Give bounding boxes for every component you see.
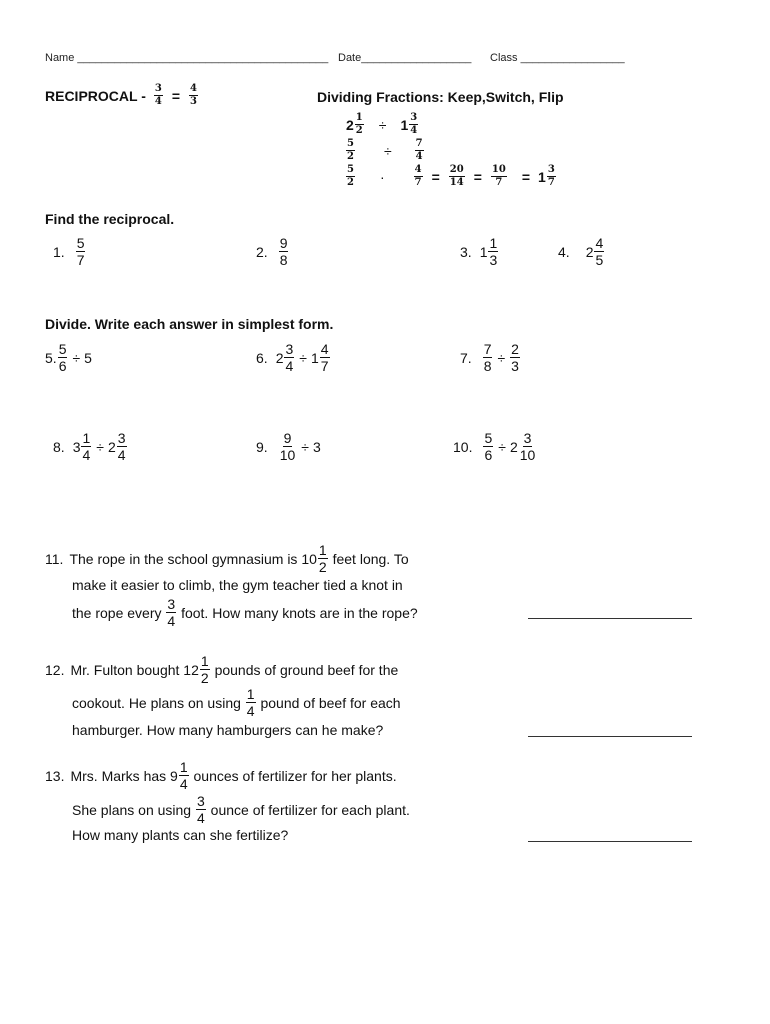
divide-item-7: 7. $\frac{7}{8}$ ÷ $\frac{2}{3}$ [460,341,519,374]
header-date [338,52,471,64]
reciprocal-item-2: 2. $\frac{9}{8}$ [256,235,288,268]
problem-12-line-2: cookout. He plans on using $\frac{1}{4}$ pound of beef for each [72,686,401,719]
example-row-3: $\frac{5}{2}$ · $\frac{4}{7}$ = $\frac{20}{14}$ = $\frac{10}{7}$ = 1 $\frac{3}{7}$ [347,164,555,188]
problem-11-line-1: 11. The rope in the school gymnasium is 10 $\frac{1}{2}$ feet long. To [45,542,409,575]
date-label: Date [338,52,362,64]
name-label: Name [45,52,75,64]
header-class [490,52,625,64]
reciprocal-equals: = [171,87,181,104]
divide-item-6: 6. 2 $\frac{3}{4}$ ÷ 1 $\frac{4}{7}$ [256,341,329,374]
class-label: Class [490,52,518,64]
problem-11-line-2: make it easier to climb, the gym teacher tied a knot in [72,577,403,593]
problem-13-answer-line[interactable] [528,841,692,842]
date-blank[interactable]: __________________ [361,52,472,64]
problem-11-line-3: the rope every $\frac{3}{4}$ foot. How many knots are in the rope? [72,596,418,629]
divide-item-5: 5. $\frac{5}{6}$ ÷ 5 [45,341,92,374]
reciprocal-item-4: 4. 2 $\frac{4}{5}$ [558,235,604,268]
problem-13-line-1: 13. Mrs. Marks has 9 $\frac{1}{4}$ ounces of fertilizer for her plants. [45,759,397,792]
class-blank[interactable]: _________________ [520,52,625,64]
problem-12-answer-line[interactable] [528,736,692,737]
example-row-2: $\frac{5}{2}$ ÷ $\frac{7}{4}$ [347,138,423,162]
reciprocal-fraction-b: $\frac{4}{3}$ [190,83,197,107]
problem-13-line-3: How many plants can she fertilize? [72,827,289,843]
section2-title: Divide. Write each answer in simplest form. [45,316,334,332]
reciprocal-item-1: 1. $\frac{5}{7}$ [53,235,85,268]
header-name [45,52,328,64]
problem-12-line-1: 12. Mr. Fulton bought 12 $\frac{1}{2}$ pounds of ground beef for the [45,653,399,686]
reciprocal-heading [45,84,199,107]
divide-item-10: 10. $\frac{5}{6}$ ÷ 2 $\frac{3}{10}$ [453,430,536,463]
reciprocal-fraction-a: $\frac{3}{4}$ [154,83,162,107]
reciprocal-title: RECIPROCAL - [45,87,146,104]
name-blank[interactable]: _________________________________________ [77,52,329,64]
reciprocal-item-3: 3. 1 $\frac{1}{3}$ [460,235,498,268]
problem-12-line-3: hamburger. How many hamburgers can he make? [72,722,384,738]
example-row-1: 2 $\frac{1}{2}$ ÷ 1 $\frac{3}{4}$ [346,112,418,136]
problem-13-line-2: She plans on using $\frac{3}{4}$ ounce of fertilizer for each plant. [72,793,410,826]
problem-11-answer-line[interactable] [528,618,692,619]
dividing-title: Dividing Fractions: Keep,Switch, Flip [317,89,564,105]
section1-title: Find the reciprocal. [45,211,175,227]
divide-item-9: 9. $\frac{9}{10}$ ÷ 3 [256,430,321,463]
divide-item-8: 8. 3 $\frac{1}{4}$ ÷ 2 $\frac{3}{4}$ [53,430,126,463]
